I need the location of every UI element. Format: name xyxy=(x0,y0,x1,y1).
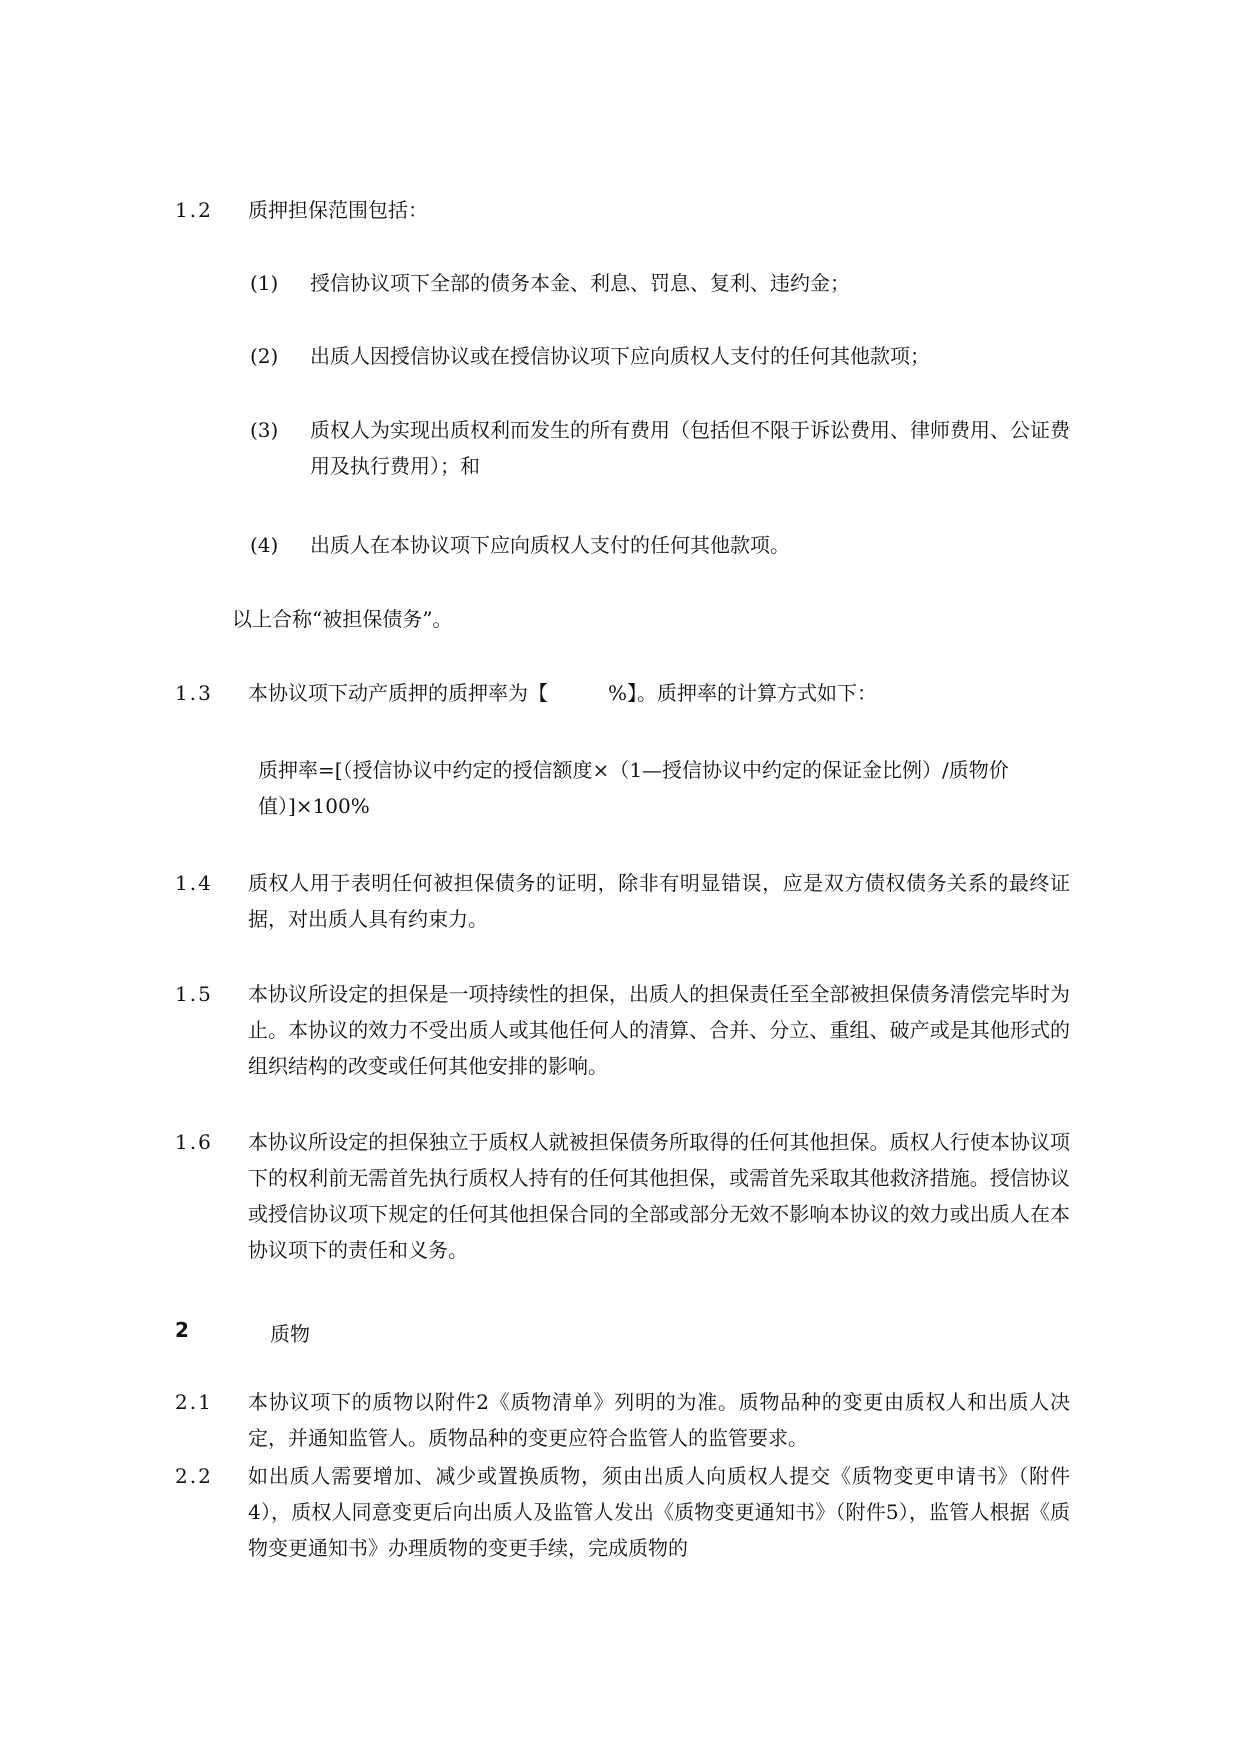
item-text: 出质人因授信协议或在授信协议项下应向质权人支付的任何其他款项； xyxy=(310,344,930,368)
clause-number: 2.2 xyxy=(175,1464,213,1488)
list-item xyxy=(250,527,1070,563)
clause-2-1 xyxy=(175,1384,1070,1456)
clause-1-4 xyxy=(175,865,1070,937)
list-item xyxy=(250,338,1070,374)
clause-1-3 xyxy=(175,675,1070,711)
clause-number: 1.2 xyxy=(175,198,213,222)
clause-1-5 xyxy=(175,976,1070,1084)
section-number: 2 xyxy=(175,1318,189,1342)
clause-text: 如出质人需要增加、减少或置换质物，须由出质人向质权人提交《质物变更申请书》（附件4），质权人同意变更后向出质人及监管人发出《质物变更通知书》（附件5），监管人根据《质物变更通知书》办理质物的变更手续，完成质物的 xyxy=(248,1464,1070,1560)
clause-number: 1.3 xyxy=(175,681,213,705)
item-number: (3) xyxy=(250,418,279,442)
clause-text: 本协议项下的质物以附件2《质物清单》列明的为准。质物品种的变更由质权人和出质人决定，并通知监管人。质物品种的变更应符合监管人的监管要求。 xyxy=(248,1390,1070,1450)
clause-text: 本协议所设定的担保是一项持续性的担保，出质人的担保责任至全部被担保债务清偿完毕时为止。本协议的效力不受出质人或其他任何人的清算、合并、分立、重组、破产或是其他形式的组织结构的改变或任何其他安排的影响。 xyxy=(248,982,1070,1078)
clause-text: 质押担保范围包括： xyxy=(248,198,428,222)
item-text: 出质人在本协议项下应向质权人支付的任何其他款项。 xyxy=(310,533,790,557)
section-title: 质物 xyxy=(270,1322,310,1346)
item-number: (4) xyxy=(250,533,279,557)
summary-text: 以上合称“被担保债务”。 xyxy=(232,607,453,631)
clause-text: 质权人用于表明任何被担保债务的证明，除非有明显错误，应是双方债权债务关系的最终证据，对出质人具有约束力。 xyxy=(248,871,1070,931)
clause-text: 本协议项下动产质押的质押率为【 %】。质押率的计算方式如下： xyxy=(248,681,878,705)
clause-number: 1.6 xyxy=(175,1130,213,1154)
clause-1-2 xyxy=(175,192,1070,228)
formula-text: 质押率=[（授信协议中约定的授信额度×（1—授信协议中约定的保证金比例）/质物价值）]×100% xyxy=(258,758,1009,818)
clause-2-2 xyxy=(175,1458,1070,1566)
list-item xyxy=(250,412,1070,484)
clause-number: 1.5 xyxy=(175,982,213,1006)
clause-number: 2.1 xyxy=(175,1390,213,1414)
item-number: (2) xyxy=(250,344,279,368)
item-text: 授信协议项下全部的债务本金、利息、罚息、复利、违约金； xyxy=(310,271,850,295)
list-item xyxy=(250,265,1070,301)
clause-1-6 xyxy=(175,1124,1070,1268)
item-text: 质权人为实现出质权利而发生的所有费用（包括但不限于诉讼费用、律师费用、公证费用及执行费用）；和 xyxy=(310,418,1070,478)
clause-number: 1.4 xyxy=(175,871,213,895)
clause-text: 本协议所设定的担保独立于质权人就被担保债务所取得的任何其他担保。质权人行使本协议项下的权利前无需首先执行质权人持有的任何其他担保，或需首先采取其他救济措施。授信协议或授信协议项下规定的任何其他担保合同的全部或部分无效不影响本协议的效力或出质人在本协议项下的责任和义务。 xyxy=(248,1130,1070,1262)
item-number: (1) xyxy=(250,271,279,295)
